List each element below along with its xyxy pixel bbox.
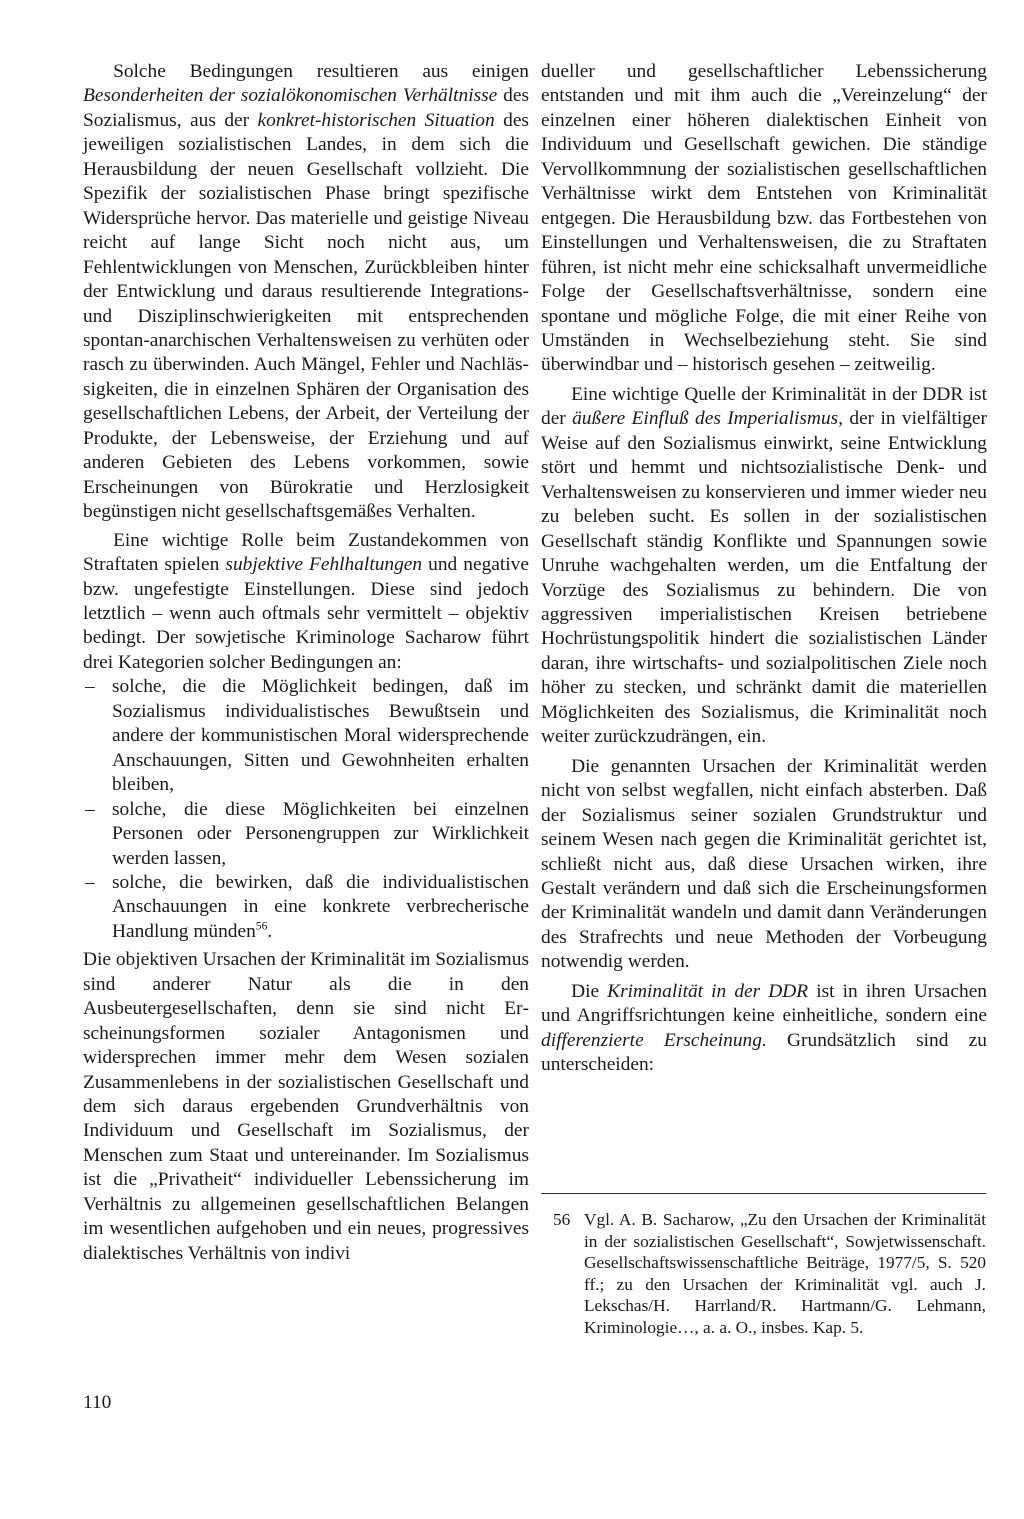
paragraph: Die genannten Ursachen der Kriminalität werden nicht von selbst wegfallen, nicht einfach absterben. Daß der Sozialismus seiner sozialen Grundstruktur und seinem Wesen nach gegen die Kriminalität gerichtet ist, schließt nicht aus, daß diese Ursachen wirken, ihre Gestalt verändern und daß sich die Erscheinungsformen der Kriminalität wandeln und damit dann Veränderungen des Strafrechts und neue Methoden der Vorbeugung notwendig werden.: [541, 755, 987, 973]
footnote-number: 56: [553, 1210, 571, 1229]
emphasized-text: Besonderheiten der sozialökonomischen Verhältnisse: [83, 85, 498, 107]
list-item: – solche, die diese Möglichkeiten bei einzelnen Personen oder Personengruppen zur Wirklichkeit werden lassen,: [83, 798, 529, 871]
paragraph: dueller und gesellschaftlicher Lebenssicherung entstanden und mit ihm auch die „Vereinzelung“ der einzelnen einer höheren dialektischen Einheit von Individuum und Gesellschaft gewichen. Die ständige Vervollkommnung der sozialistischen gesellschaftlichen Verhältnisse wirkt dem Entstehen von Kriminalität entgegen. Die Herausbildung bzw. das Fortbestehen von Einstellungen und Verhaltensweisen, die zu Straftaten führen, ist nicht mehr eine schicksalhaft unvermeidliche Folge der Gesellschaftsverhältnisse, sondern eine spontane und mögliche Folge, die mit einer Reihe von Umständen in Wechselbeziehung steht. Sie sind überwindbar und – historisch gesehen – zeitweilig.: [541, 61, 987, 376]
paragraph: Die Kriminalität in der DDR ist in ihren Ursachen und Angriffsrichtungen keine einheitliche, sondern eine differenzierte Erscheinung. Grundsätzlich sind zu unterscheiden:: [541, 980, 987, 1076]
footnote: [553, 1209, 986, 1338]
left-column: [83, 60, 529, 1266]
paragraph: Die objektiven Ursachen der Kriminalität im Sozialismus sind anderer Natur als die in den Ausbeutergesellschaften, denn sie sind nicht Erscheinungsformen sozialer Antagonismen und widersprechen immer mehr dem Wesen sozialen Zusammenlebens in der sozialistischen Gesellschaft und dem sich daraus ergebenden Grundverhältnis von Individuum und Gesellschaft im Sozialismus, der Menschen zum Staat und untereinander. Im Sozialismus ist die „Privatheit“ individueller Lebenssicherung im Verhältnis zu allgemeinen gesellschaftlichen Belangen im wesentlichen aufgehoben und ein neues, progressives dialektisches Verhältnis von indivi: [83, 949, 529, 1264]
paragraph: Eine wichtige Rolle beim Zustandekommen von Straftaten spielen subjektive Fehlhaltungen und negative bzw. ungefestigte Einstellungen. Diese sind jedoch letztlich – wenn auch oftmals sehr vermittelt – objektiv bedingt. Der sowjetische Kriminologe Sacharow führt drei Kategorien solcher Bedingungen an:: [83, 529, 529, 673]
emphasized-text: differenzierte Erscheinung.: [541, 1029, 767, 1051]
emphasized-text: äußere Einfluß des Imperialismus: [572, 408, 839, 430]
dash-list: [83, 675, 529, 944]
emphasized-text: konkret-historischen Situation: [257, 109, 495, 131]
paragraph: Solche Bedingungen resultieren aus einigen Besonderheiten der sozialökonomischen Verhältnisse des Sozialismus, aus der konkret-historischen Situation des jeweiligen sozialistischen Landes, in dem sich die Herausbildung der neuen Gesellschaft vollzieht. Die Spezifik der sozialistischen Phase bringt spezifische Widersprüche hervor. Das materielle und geistige Niveau reicht auf lange Sicht noch nicht aus, um Fehlentwicklungen von Menschen, Zurückbleiben hinter der Entwicklung und daraus resultierende Integrations- und Disziplinschwierigkeiten mit entsprechenden spontan-anarchischen Verhaltensweisen zu verhüten oder rasch zu überwinden. Auch Mängel, Fehler und Nachlässigkeiten, die in einzelnen Sphären der Organisation des gesellschaftlichen Lebens, der Arbeit, der Verteilung der Produkte, der Lebensweise, der Erziehung und auf anderen Gebieten des Lebens vorkommen, sowie Erscheinungen von Bürokratie und Herzlosigkeit begünstigen nicht gesellschaftsgemäßes Verhalten.: [83, 61, 529, 523]
footnote-reference: 56: [255, 919, 268, 933]
footnote-text: Vgl. A. B. Sacharow, „Zu den Ursachen der Kriminalität in der sozialistischen Gesellschaft“, Sowjetwissenschaft. Gesellschaftswissenschaftliche Beiträge, 1977/5, S. 520 ff.; zu den Ursachen der Kriminalität vgl. auch J. Lekschas/H. Harrland/R. Hartmann/G. Lehmann, Kriminologie…, a. a. O., insbes. Kap. 5.: [584, 1210, 986, 1337]
list-item: – solche, die bewirken, daß die individualistischen Anschauungen in eine konkrete verbrecherische Handlung münden$^{56}$.: [83, 871, 529, 944]
footnote-divider: [541, 1193, 986, 1194]
emphasized-text: subjektive Fehlhaltungen: [225, 554, 423, 576]
emphasized-text: Kriminalität in der DDR: [607, 980, 809, 1002]
list-item: – solche, die die Möglichkeit bedingen, daß im Sozialismus individualistisches Bewußtsein und andere der kommunistischen Moral widersprechende Anschauungen, Sitten und Gewohnheiten erhalten bleiben,: [83, 675, 529, 797]
paragraph: Eine wichtige Quelle der Kriminalität in der DDR ist der äußere Einfluß des Imperialismus, der in vielfältiger Weise auf den Sozialismus einwirkt, seine Entwicklung stört und hemmt und nichtsozialistische Denk- und Verhaltensweisen zu konservieren und immer wieder neu zu beleben sucht. Es sollen in der sozialistischen Gesellschaft ständig Konflikte und Spannungen sowie Unruhe wachgehalten werden, um die Entfaltung der Vorzüge des Sozialismus zu behindern. Die von aggressiven imperialistischen Kreisen betriebene Hochrüstungspolitik hindert die sozialistischen Länder daran, ihre wirtschafts- und sozialpolitischen Ziele noch höher zu stecken, und schränkt damit die materiellen Möglichkeiten des Sozialismus, die Kriminalität noch weiter zurückzudrängen, ein.: [541, 383, 987, 748]
right-column: [541, 60, 987, 1078]
page-number: 110: [83, 1392, 112, 1413]
